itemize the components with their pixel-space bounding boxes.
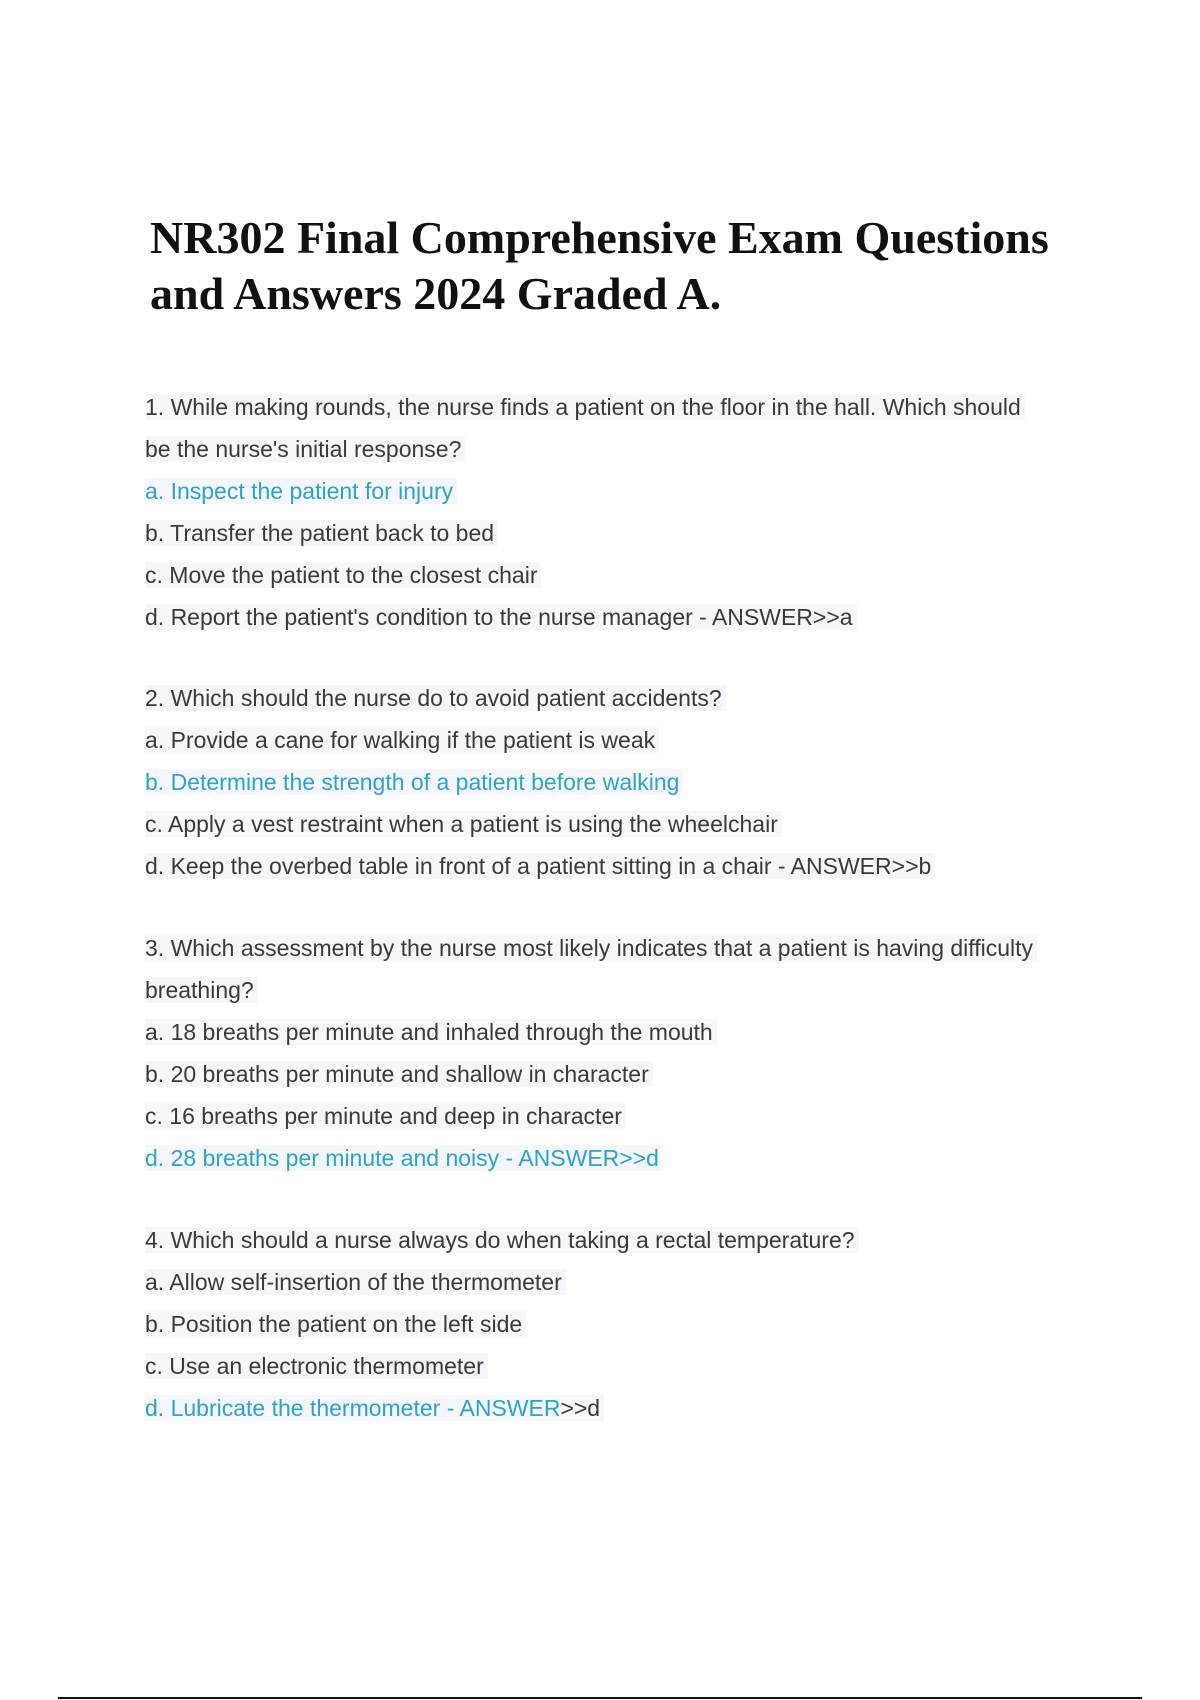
question-stem: 1. While making rounds, the nurse finds a patient on the floor in the hall. Which should — [145, 386, 1105, 428]
answer-option-c: c. Use an electronic thermometer — [145, 1345, 1105, 1387]
answer-option-c: c. Apply a vest restraint when a patient is using the wheelchair — [145, 803, 1105, 845]
answer-option-a: a. Provide a cane for walking if the patient is weak — [145, 719, 1105, 761]
question-stem: breathing? — [145, 969, 1105, 1011]
title-line-2: and Answers 2024 Graded A. — [150, 268, 722, 319]
footer-rule — [58, 1697, 1142, 1699]
answer-option-a: a. 18 breaths per minute and inhaled through the mouth — [145, 1011, 1105, 1053]
answer-option-a: a. Allow self-insertion of the thermometer — [145, 1261, 1105, 1303]
answer-option-d-highlight: d. Lubricate the thermometer - ANSWER — [145, 1395, 561, 1421]
answer-option-d — [145, 1387, 1105, 1429]
answer-option-c: c. 16 breaths per minute and deep in character — [145, 1095, 1105, 1137]
answer-option-b: b. Determine the strength of a patient before walking — [145, 761, 1105, 803]
answer-option-d: d. Keep the overbed table in front of a patient sitting in a chair - ANSWER>>b — [145, 845, 1105, 887]
document-title — [150, 210, 1110, 322]
answer-option-d: d. Report the patient's condition to the nurse manager - ANSWER>>a — [145, 596, 1105, 638]
question-4 — [145, 1219, 1105, 1429]
question-3 — [145, 927, 1105, 1179]
question-stem: 4. Which should a nurse always do when taking a rectal temperature? — [145, 1219, 1105, 1261]
answer-option-c: c. Move the patient to the closest chair — [145, 554, 1105, 596]
answer-option-b: b. 20 breaths per minute and shallow in character — [145, 1053, 1105, 1095]
answer-option-d: d. 28 breaths per minute and noisy - ANSWER>>d — [145, 1137, 1105, 1179]
question-stem: be the nurse's initial response? — [145, 428, 1105, 470]
question-stem: 3. Which assessment by the nurse most likely indicates that a patient is having difficulty — [145, 927, 1105, 969]
answer-option-b: b. Position the patient on the left side — [145, 1303, 1105, 1345]
answer-option-b: b. Transfer the patient back to bed — [145, 512, 1105, 554]
question-2 — [145, 677, 1105, 887]
title-line-1: NR302 Final Comprehensive Exam Questions — [150, 212, 1049, 263]
answer-option-a: a. Inspect the patient for injury — [145, 470, 1105, 512]
question-1 — [145, 386, 1105, 638]
answer-option-d-tail: >>d — [560, 1395, 601, 1421]
question-stem: 2. Which should the nurse do to avoid patient accidents? — [145, 677, 1105, 719]
